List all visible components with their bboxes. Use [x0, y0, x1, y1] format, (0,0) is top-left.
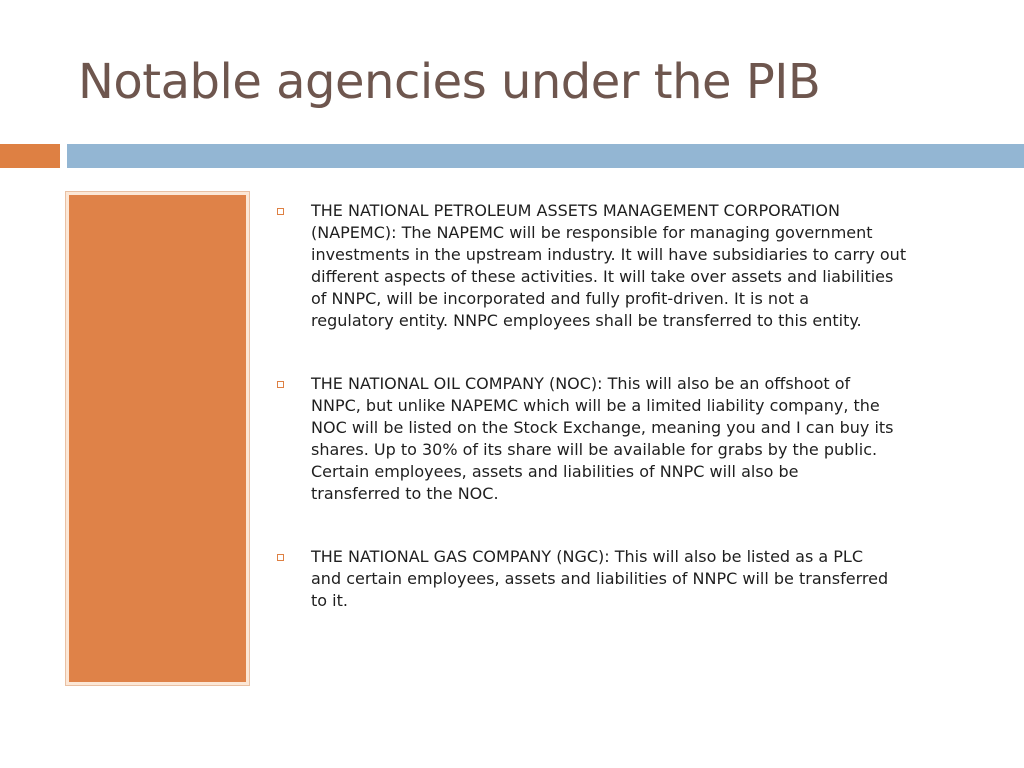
bullet-line: THE NATIONAL OIL COMPANY (NOC): This will also be an offshoot of — [311, 374, 851, 393]
square-bullet-icon — [277, 554, 284, 561]
bullet-line: regulatory entity. NNPC employees shall be transferred to this entity. — [311, 311, 862, 330]
bullet-line: NOC will be listed on the Stock Exchange, meaning you and I can buy its — [311, 418, 894, 437]
slide-title: Notable agencies under the PIB — [78, 54, 821, 110]
bullet-line: THE NATIONAL GAS COMPANY (NGC): This will also be listed as a PLC — [311, 547, 863, 566]
decorative-side-panel — [65, 191, 250, 686]
side-panel-fill — [69, 195, 246, 682]
accent-bar-orange — [0, 144, 60, 168]
bullet-line: investments in the upstream industry. It will have subsidiaries to carry out — [311, 245, 907, 264]
bullet-list — [274, 200, 986, 612]
bullet-line: of NNPC, will be incorporated and fully profit-driven. It is not a — [311, 289, 810, 308]
bullet-item-noc — [274, 373, 986, 505]
square-bullet-icon — [277, 208, 284, 215]
bullet-line: and certain employees, assets and liabilities of NNPC will be transferred — [311, 569, 889, 588]
bullet-line: NNPC, but unlike NAPEMC which will be a limited liability company, the — [311, 396, 880, 415]
bullet-line: Certain employees, assets and liabilities of NNPC will also be — [311, 462, 799, 481]
bullet-line: transferred to the NOC. — [311, 484, 499, 503]
bullet-line: different aspects of these activities. It will take over assets and liabilities — [311, 267, 894, 286]
accent-bar-blue — [67, 144, 1024, 168]
bullet-item-ngc — [274, 546, 986, 612]
bullet-item-napemc — [274, 200, 986, 332]
square-bullet-icon — [277, 381, 284, 388]
bullet-line: to it. — [311, 591, 348, 610]
bullet-line: shares. Up to 30% of its share will be available for grabs by the public. — [311, 440, 878, 459]
bullet-line: THE NATIONAL PETROLEUM ASSETS MANAGEMENT CORPORATION — [311, 201, 840, 220]
bullet-line: (NAPEMC): The NAPEMC will be responsible for managing government — [311, 223, 873, 242]
